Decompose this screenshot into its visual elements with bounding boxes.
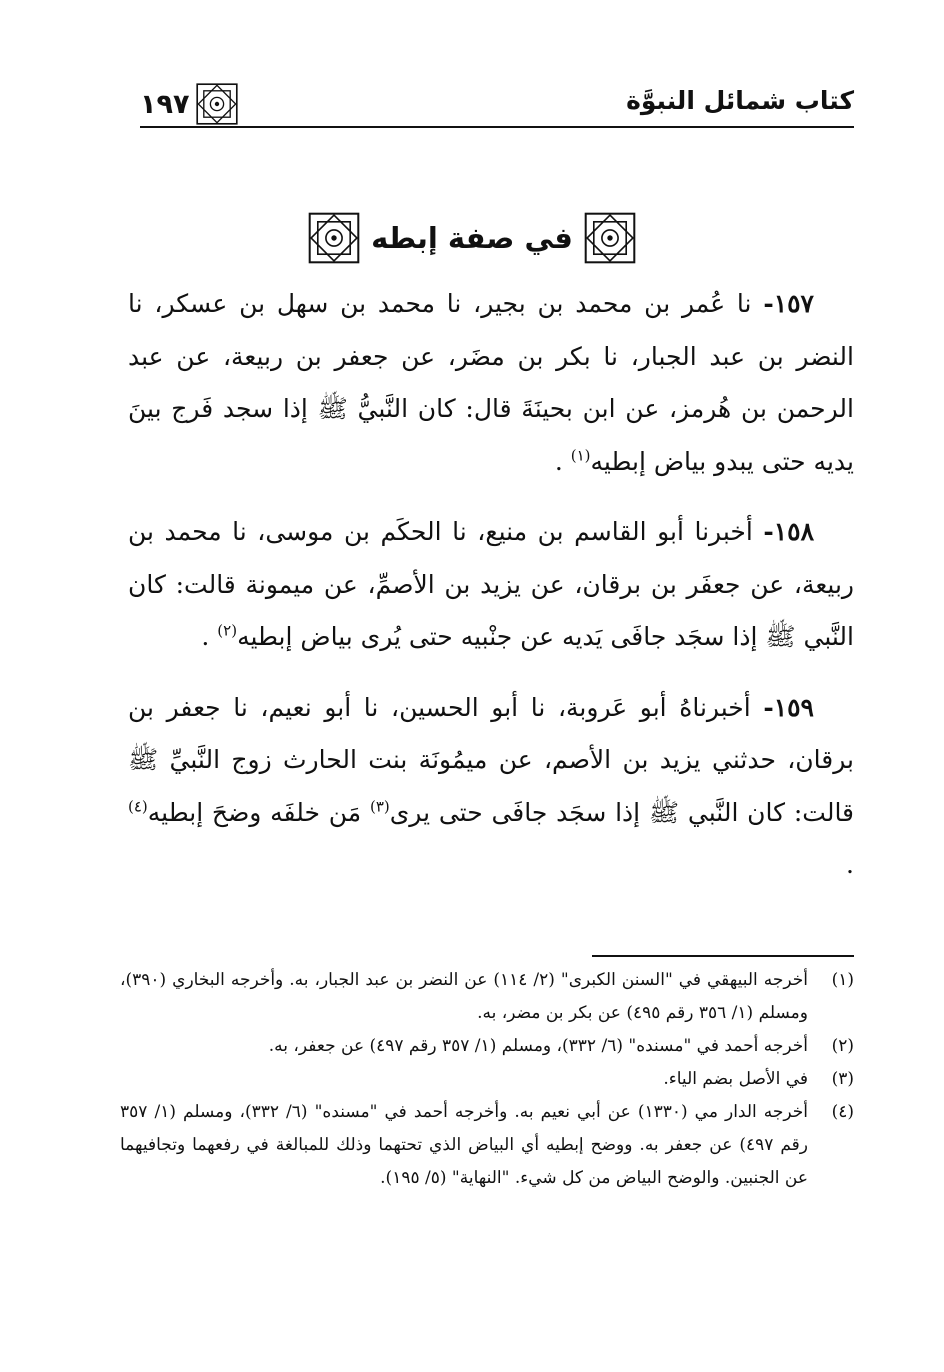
footnote-text: في الأصل بضم الياء. [663,1069,808,1089]
footnote-marker: (١) [831,970,854,990]
footnote-ref[interactable]: (١) [570,446,591,465]
footnote-marker: (٢) [831,1036,854,1056]
ornament-icon [583,211,637,265]
page-number-group [140,82,239,126]
footnote-divider [592,955,854,957]
footnote-marker: (٣) [831,1069,854,1089]
footnote-text: أخرجه الدار مي (١٣٣٠) عن أبي نعيم به. وأخرجه أحمد في "مسنده" (٦/ ٣٣٢)، ومسلم (١/ ٣٥٧ رقم ٤٩٧) عن جعفر به. ووضح إبطيه أي البياض الذي تحتهما وذلك للمبالغة في رفعهما وتجافيهما عن الجنبين. والوضح البياض من كل شيء. "النهاية" (٥/ ١٩٥). [120,1102,809,1188]
sentence-end: . [554,446,563,476]
main-text [128,278,854,910]
footnote-ref[interactable]: (٣) [369,797,390,816]
hadith-paragraph [128,278,854,488]
book-title: كتاب شمائل النبوَّة [626,86,854,115]
footnote-text: أخرجه البيهقي في "السنن الكبرى" (٢/ ١١٤) عن النضر بن عبد الجبار، به. وأخرجه البخاري (٣٩٠)، ومسلم (١/ ٣٥٦ رقم ٤٩٥) عن بكر بن مضر، به. [120,970,808,1023]
footnotes [120,964,854,1195]
hadith-number: ١٥٨- [763,517,815,546]
section-heading [0,208,944,268]
footnote-ref[interactable]: (٤) [128,797,148,816]
hadith-text-continued: مَن خلفَه وضحَ إبطيه [147,797,362,827]
hadith-number: ١٥٩- [763,692,814,722]
sentence-end: . [846,850,854,879]
page-number: ١٩٧ [140,88,190,120]
hadith-paragraph [128,506,854,664]
sentence-end: . [201,622,210,651]
hadith-text: أخبرناهُ أبو عَروبة، نا أبو الحسين، نا أبو نعيم، نا جعفر بن برقان، حدثني يزيد بن الأصم، عن ميمُونَة بنت الحارث زوج النَّبيِّ ﷺ قالت: كان النَّبي ﷺ إذا سجَد جافَى حتى يرى [128,692,855,827]
hadith-text: نا عُمر بن محمد بن بجير، نا محمد بن سهل بن عسكر، نا النضر بن عبد الجبار، نا بكر بن مضَر، عن جعفر بن ربيعة، عن عبد الرحمن بن هُرمز، عن ابن بحينَةَ قال: كان النَّبيُّ ﷺ إذا سجد فَرج بينَ يديه حتى يبدو بياض إبطيه [128,289,854,476]
footnote-ref[interactable]: (٢) [217,621,238,640]
hadith-number: ١٥٧- [763,289,814,318]
hadith-paragraph [128,682,854,892]
section-title: في صفة إبطه [371,221,573,255]
ornament-icon [307,211,361,265]
footnote-text: أخرجه أحمد في "مسنده" (٦/ ٣٣٢)، ومسلم (١/ ٣٥٧ رقم ٤٩٧) عن جعفر، به. [268,1036,808,1056]
ornament-icon [195,82,239,126]
footnote-item [120,1063,854,1096]
footnote-marker: (٤) [831,1102,854,1122]
footnote-item [120,1030,854,1063]
footnote-item [120,964,854,1030]
footnote-item [120,1096,854,1195]
hadith-text: أخبرنا أبو القاسم بن منيع، نا الحكَم بن موسى، نا محمد بن ربيعة، عن جعفَر بن برقان، عن يزيد بن الأصمِّ، عن ميمونة قالت: كان النَّبي ﷺ إذا سجَد جافَى يَديه عن جنْبيه حتى يُرى بياض إبطيه [128,517,854,651]
running-header [140,80,854,128]
